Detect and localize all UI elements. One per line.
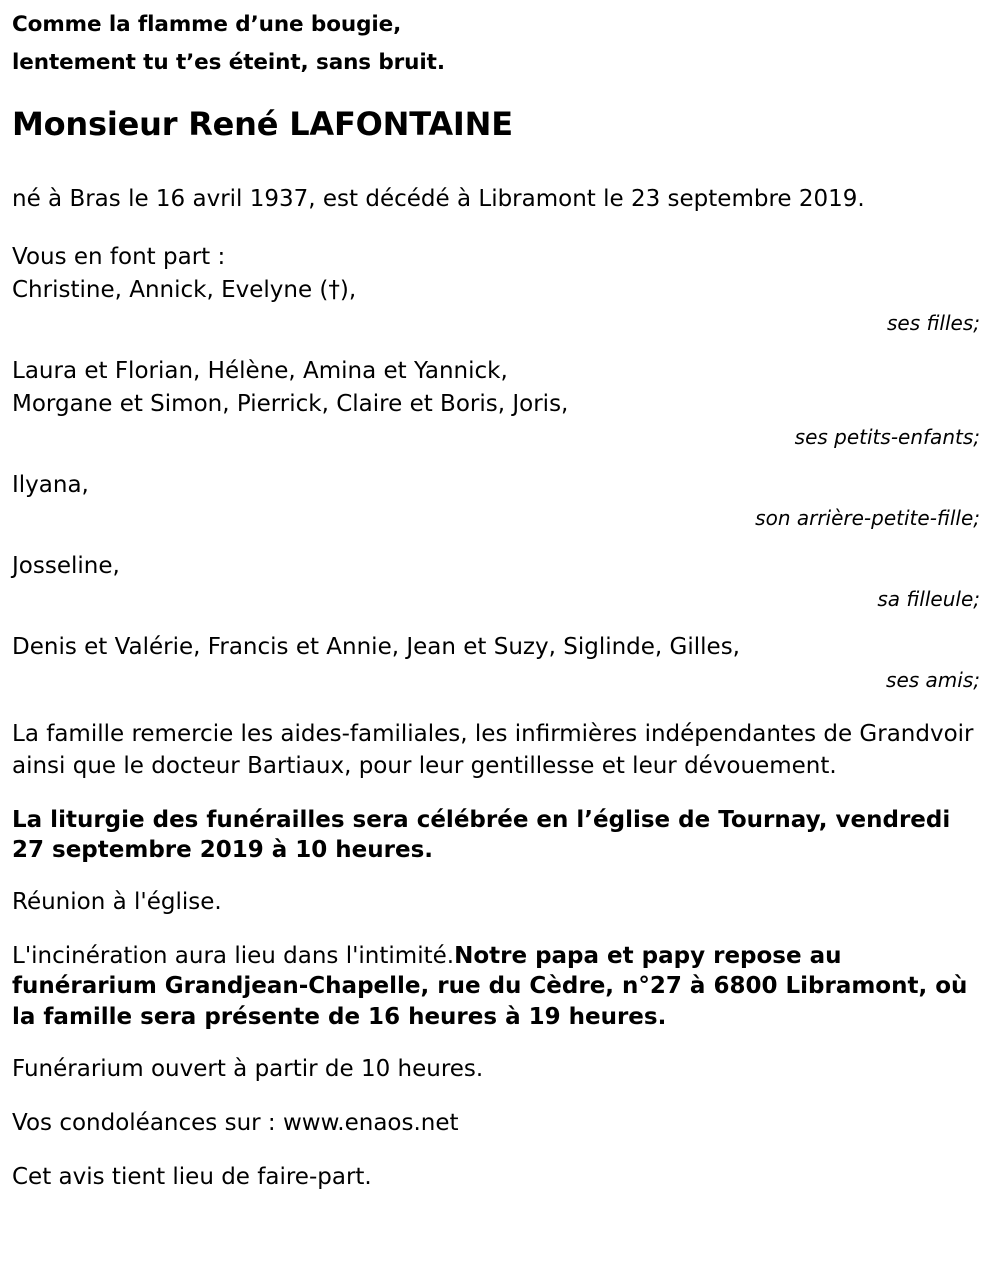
family-role-grandchildren: ses petits-enfants;	[794, 424, 980, 449]
epitaph-line-2: lentement tu t’es éteint, sans bruit.	[12, 49, 445, 75]
reunion-line: Réunion à l'église.	[12, 889, 222, 916]
family-role-friends: ses amis;	[886, 668, 980, 693]
family-role-goddaughter: sa filleule;	[877, 587, 980, 612]
family-names-grandchildren-2: Morgane et Simon, Pierrick, Claire et Boris, Joris,	[12, 390, 569, 417]
family-names-goddaughter: Josseline,	[12, 553, 120, 580]
funerarium-hours-line: Funérarium ouvert à partir de 10 heures.	[12, 1056, 484, 1083]
liturgy-paragraph: La liturgie des funérailles sera célébrée en l’église de Tournay, vendredi 27 septembre 2019 à 10 heures.	[12, 806, 951, 863]
family-names-great-granddaughter: Ilyana,	[12, 471, 89, 498]
cremation-bold-text: Notre papa et papy repose au funérarium Grandjean-Chapelle, rue du Cèdre, n°27 à 6800 Libramont, où la famille sera présente de 16 heures à 19 heures.	[12, 943, 968, 1030]
cremation-paragraph	[12, 941, 990, 1032]
condolences-line: Vos condoléances sur : www.enaos.net	[12, 1109, 459, 1136]
life-dates-line: né à Bras le 16 avril 1937, est décédé à Libramont le 23 septembre 2019.	[12, 186, 865, 213]
thanks-paragraph: La famille remercie les aides-familiales, les infirmières indépendantes de Grandvoir ainsi que le docteur Bartiaux, pour leur gentillesse et leur dévouement.	[12, 721, 974, 779]
footer-note: Cet avis tient lieu de faire-part.	[12, 1163, 372, 1190]
epitaph	[12, 14, 990, 73]
family-role-great-granddaughter: son arrière-petite-fille;	[755, 506, 980, 531]
epitaph-line-1: Comme la flamme d’une bougie,	[12, 12, 402, 37]
cremation-normal-text: L'incinération aura lieu dans l'intimité.	[12, 943, 455, 970]
family-names-grandchildren-1: Laura et Florian, Hélène, Amina et Yannick,	[12, 357, 508, 384]
deceased-name: Monsieur René LAFONTAINE	[12, 105, 513, 143]
announcement-intro: Vous en font part :	[12, 243, 226, 270]
family-names-daughters: Christine, Annick, Evelyne (†),	[12, 276, 357, 303]
family-role-daughters: ses filles;	[887, 310, 980, 335]
family-list	[12, 275, 990, 693]
family-names-friends: Denis et Valérie, Francis et Annie, Jean et Suzy, Siglinde, Gilles,	[12, 634, 740, 661]
